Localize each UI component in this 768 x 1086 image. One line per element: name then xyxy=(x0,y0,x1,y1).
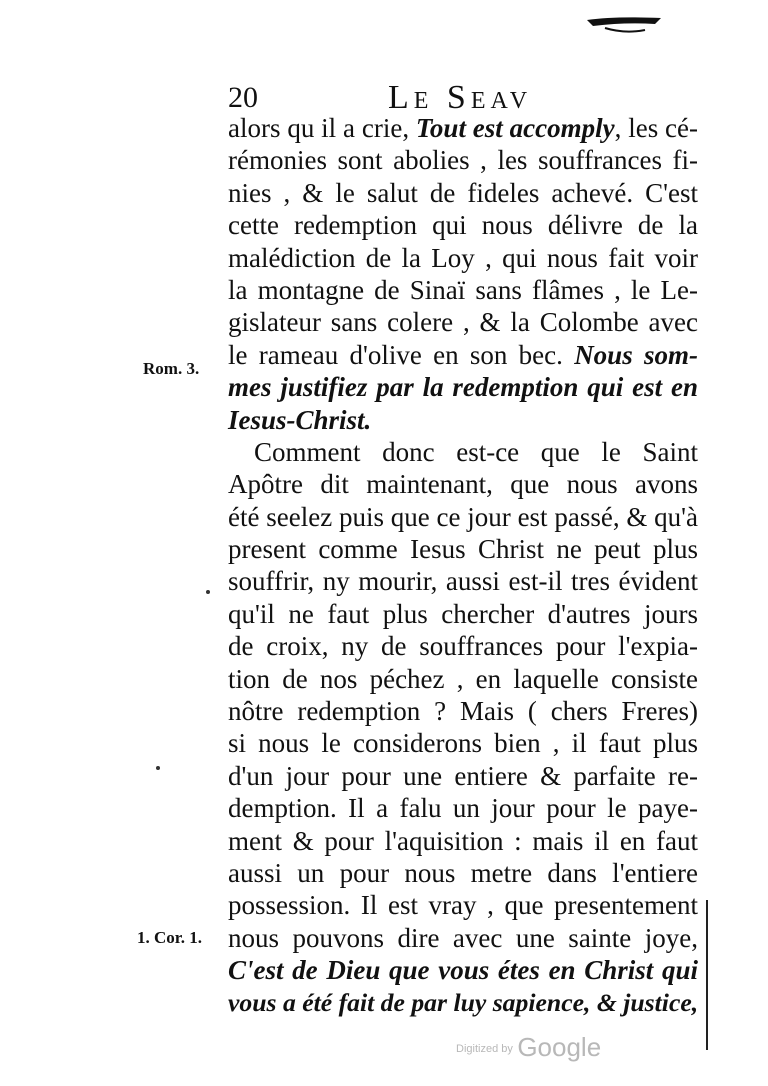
text-segment: Comment donc est-ce que le Saint xyxy=(254,436,698,467)
text-segment: été seelez puis que ce jour est passé, & qu'à xyxy=(228,501,698,532)
text-line xyxy=(228,889,698,921)
text-line xyxy=(228,274,698,306)
text-segment: malédiction de la Loy , qui nous fait voir xyxy=(228,242,698,273)
text-segment: , les cé- xyxy=(614,113,699,143)
text-line xyxy=(228,565,698,597)
text-line xyxy=(228,857,698,889)
text-segment: possession. Il est vray , que presentement xyxy=(228,890,698,921)
text-segment: Apôtre dit maintenant, que nous avons xyxy=(228,469,698,500)
italic-quotation: vous a été fait de par luy sapience, & justice, xyxy=(228,987,699,1017)
top-ornament-mark xyxy=(585,14,663,36)
text-line xyxy=(228,306,698,338)
text-line xyxy=(228,792,698,824)
text-segment: ment & pour l'aquisition : mais il en faut xyxy=(228,825,698,856)
text-line xyxy=(228,242,698,274)
text-segment: demption. Il a falu un jour pour le paye- xyxy=(228,793,698,824)
italic-quotation: Nous som- xyxy=(574,339,698,370)
italic-quotation: C'est de Dieu que vous étes en Christ qui xyxy=(228,955,698,986)
text-segment: alors qu il a crie, xyxy=(228,113,416,143)
text-line xyxy=(228,468,698,500)
text-segment: la montagne de Sinaï sans flâmes , le Le- xyxy=(228,274,698,305)
text-segment: nôtre redemption ? Mais ( chers Freres) xyxy=(228,696,698,727)
text-segment: nies , & le salut de fideles achevé. C'est xyxy=(228,177,698,208)
text-line xyxy=(228,630,698,662)
page-number: 20 xyxy=(228,81,258,114)
text-segment: aussi un pour nous metre dans l'entiere xyxy=(228,857,698,888)
text-segment: gislateur sans colere , & la Colombe avec xyxy=(228,307,698,338)
google-logo: Google xyxy=(517,1032,602,1062)
digitized-watermark xyxy=(456,1032,601,1063)
italic-quotation: Iesus-Christ. xyxy=(228,404,372,435)
text-line xyxy=(228,533,698,565)
text-segment: de croix, ny de souffrances pour l'expia- xyxy=(228,631,698,662)
text-segment: si nous le considerons bien , il faut plus xyxy=(228,728,698,759)
text-segment: nous pouvons dire avec une sainte joye, xyxy=(228,922,698,953)
text-line xyxy=(228,436,698,468)
text-segment: present comme Iesus Christ ne peut plus xyxy=(228,534,698,565)
text-segment: qu'il ne faut plus chercher d'autres jours xyxy=(228,598,698,629)
text-line xyxy=(228,727,698,759)
text-line xyxy=(228,371,698,403)
stray-ink-mark xyxy=(206,590,210,594)
running-head: Le Seav xyxy=(388,79,533,116)
watermark-prefix: Digitized by xyxy=(456,1043,513,1055)
text-line xyxy=(228,112,698,144)
text-line xyxy=(228,144,698,176)
text-line xyxy=(228,663,698,695)
page-header xyxy=(228,80,598,116)
text-segment: souffrir, ny mourir, aussi est-il tres évident xyxy=(228,566,698,597)
text-segment: le rameau d'olive en son bec. xyxy=(228,339,575,370)
margin-note-cor: 1. Cor. 1. xyxy=(137,928,203,947)
text-line xyxy=(228,760,698,792)
text-line xyxy=(228,695,698,727)
text-line xyxy=(228,598,698,630)
italic-quotation: Tout est accomply xyxy=(415,113,615,143)
text-line xyxy=(228,501,698,533)
text-segment: tion de nos péchez , en laquelle consiste xyxy=(228,663,698,694)
text-segment: cette redemption qui nous délivre de la xyxy=(228,210,698,241)
page-edge-rule xyxy=(706,900,708,1050)
text-line xyxy=(228,954,698,986)
body-text xyxy=(228,112,698,1019)
text-segment: d'un jour pour une entiere & parfaite re- xyxy=(228,760,698,791)
text-line xyxy=(228,177,698,209)
text-line xyxy=(228,209,698,241)
margin-note-rom: Rom. 3. xyxy=(143,359,200,378)
italic-quotation: mes justifiez par la redemption qui est en xyxy=(228,372,698,403)
text-segment: rémonies sont abolies , les souffrances fi- xyxy=(228,145,698,176)
text-line xyxy=(228,339,698,371)
text-line xyxy=(228,987,698,1019)
stray-ink-mark xyxy=(156,766,160,770)
text-line xyxy=(228,404,698,436)
text-line xyxy=(228,825,698,857)
text-line xyxy=(228,922,698,954)
